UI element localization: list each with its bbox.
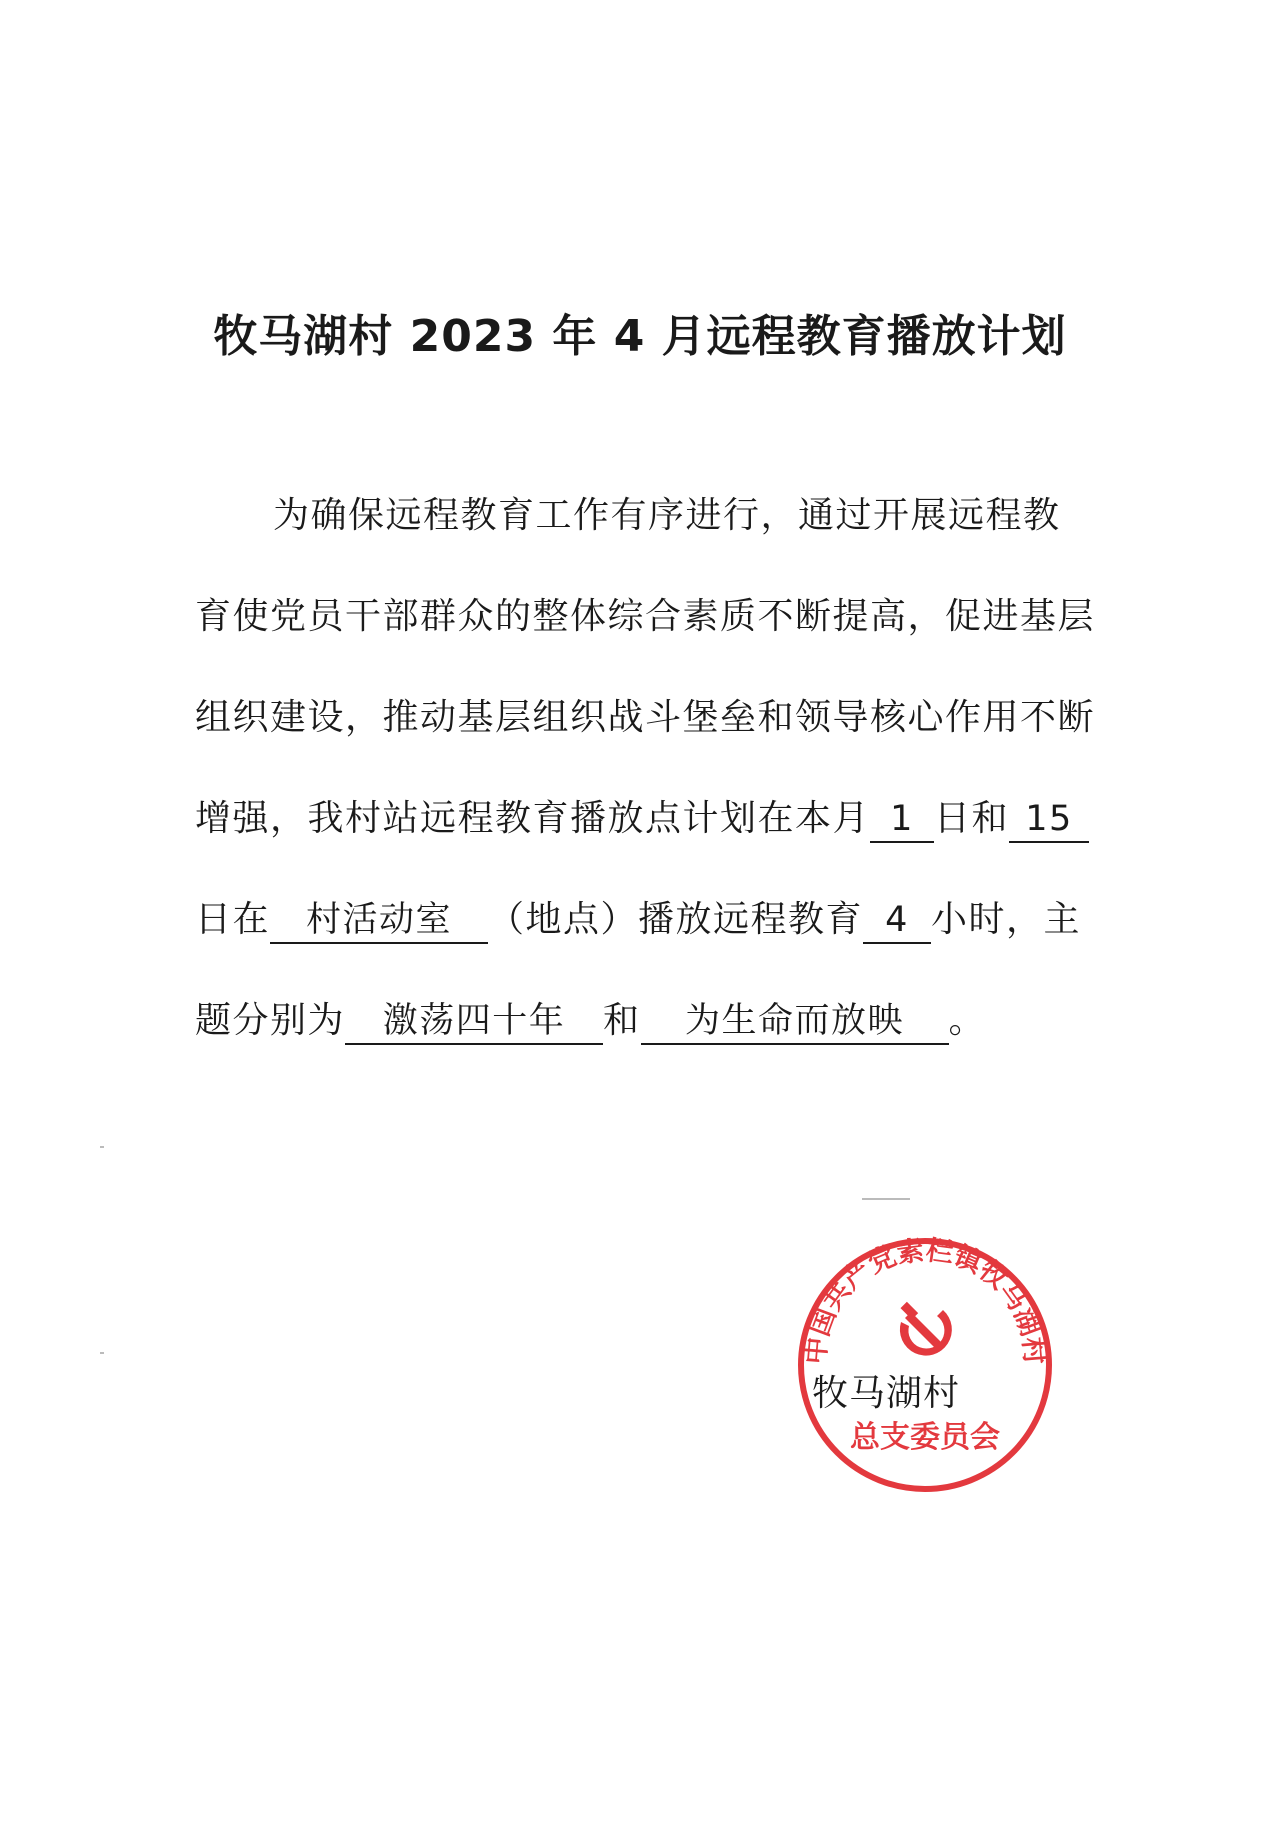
scan-speck — [100, 1146, 104, 1148]
paragraph-intro: 为确保远程教育工作有序进行，通过开展远程教育使党员干部群众的整体综合素质不断提高，促进基层组织建设，推动基层组织战斗堡垒和领导核心作用不断增强，我村站远程教育播放点计划在本月 — [195, 495, 1096, 839]
day1-field: 1 — [870, 797, 934, 843]
paragraph-part5: 小时，主题分别为 — [195, 899, 1082, 1041]
body-paragraph — [195, 465, 1095, 1071]
theme1-field: 激荡四十年 — [345, 999, 603, 1045]
scan-speck — [862, 1198, 910, 1200]
hours-field: 4 — [863, 898, 931, 944]
scan-speck — [100, 1352, 104, 1354]
document-title: 牧马湖村 2023 年 4 月远程教育播放计划 — [213, 311, 1067, 362]
paragraph-part4: （地点）播放远程教育 — [488, 899, 864, 940]
paragraph-part3: 日在 — [195, 899, 271, 940]
seal-arc-text — [800, 1235, 1049, 1365]
paragraph-part2: 日和 — [934, 798, 1010, 839]
paragraph-part6: 和 — [603, 1000, 641, 1041]
place-field: 村活动室 — [270, 898, 488, 944]
seal-bottom-text: 总支委员会 — [850, 1420, 1000, 1455]
hammer-sickle-emblem — [900, 1302, 952, 1356]
signature-village: 牧马湖村 — [812, 1373, 961, 1414]
seal-arc-textpath: 中国共产党素栏镇牧马湖村 — [800, 1235, 1050, 1366]
day2-field: 15 — [1009, 797, 1089, 843]
theme2-field: 为生命而放映 — [641, 999, 949, 1045]
paragraph-ending: 。 — [948, 1000, 987, 1041]
